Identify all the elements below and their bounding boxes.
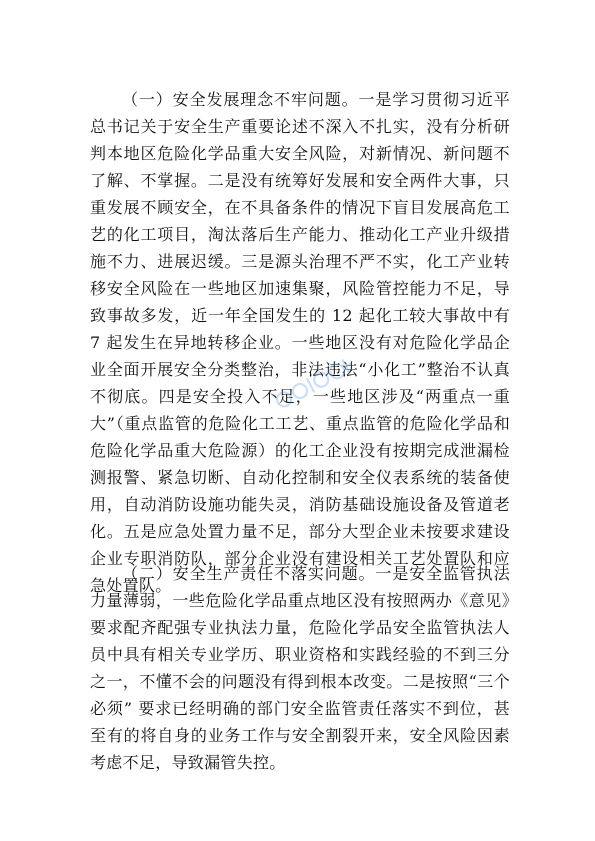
paragraph-safety-development-concept: （一）安全发展理念不牢问题。一是学习贯彻习近平总书记关于安全生产重要论述不深入不扎实，没有分析研判本地区危险化学品重大安全风险，对新情况、新问题不了解、不掌握。二是没有统筹好发展和安全两件大事，只重发展不顾安全，在不具备条件的情况下盲目发展高危工艺的化工项目，淘汰落后生产能力、推动化工产业升级措施不力、进展迟缓。三是源头治理不严不实，化工产业转移安全风险在一些地区加速集聚，风险管控能力不足，导致事故多发，近一年全国发生的 12 起化工较大事故中有 7 起发生在异地转移企业。一些地区没有对危险化学品企业全面开展安全分类整治，非法违法“小化工”整治不认真不彻底。四是安全投入不足，一些地区涉及“两重点一重大”（重点监管的危险化工工艺、重点监管的危险化学品和危险化学品重大危险源）的化工企业没有按期完成泄漏检测报警、紧急切断、自动化控制和安全仪表系统的装备使用，自动消防设施功能失灵，消防基础设施设备及管道老化。五是应急处置力量不足，部分大型企业未按要求建设企业专职消防队，部分企业没有建设相关工艺处置队和应急处置队。 — [90, 90, 510, 595]
paragraph-safety-responsibility: （二）安全生产责任不落实问题。一是安全监管执法力量薄弱，一些危险化学品重点地区没有按照两办《意见》要求配齐配强专业执法力量，危险化学品安全监管执法人员中具有相关专业学历、职业资格和实践经验的不到三分之一，不懂不会的问题没有得到根本改变。二是按照“三个必须” 要求已经明确的部门安全监管责任落实不到位，甚至有的将自身的业务工作与安全割裂开来，安全风险因素考虑不足，导致漏管失控。 — [90, 564, 510, 772]
